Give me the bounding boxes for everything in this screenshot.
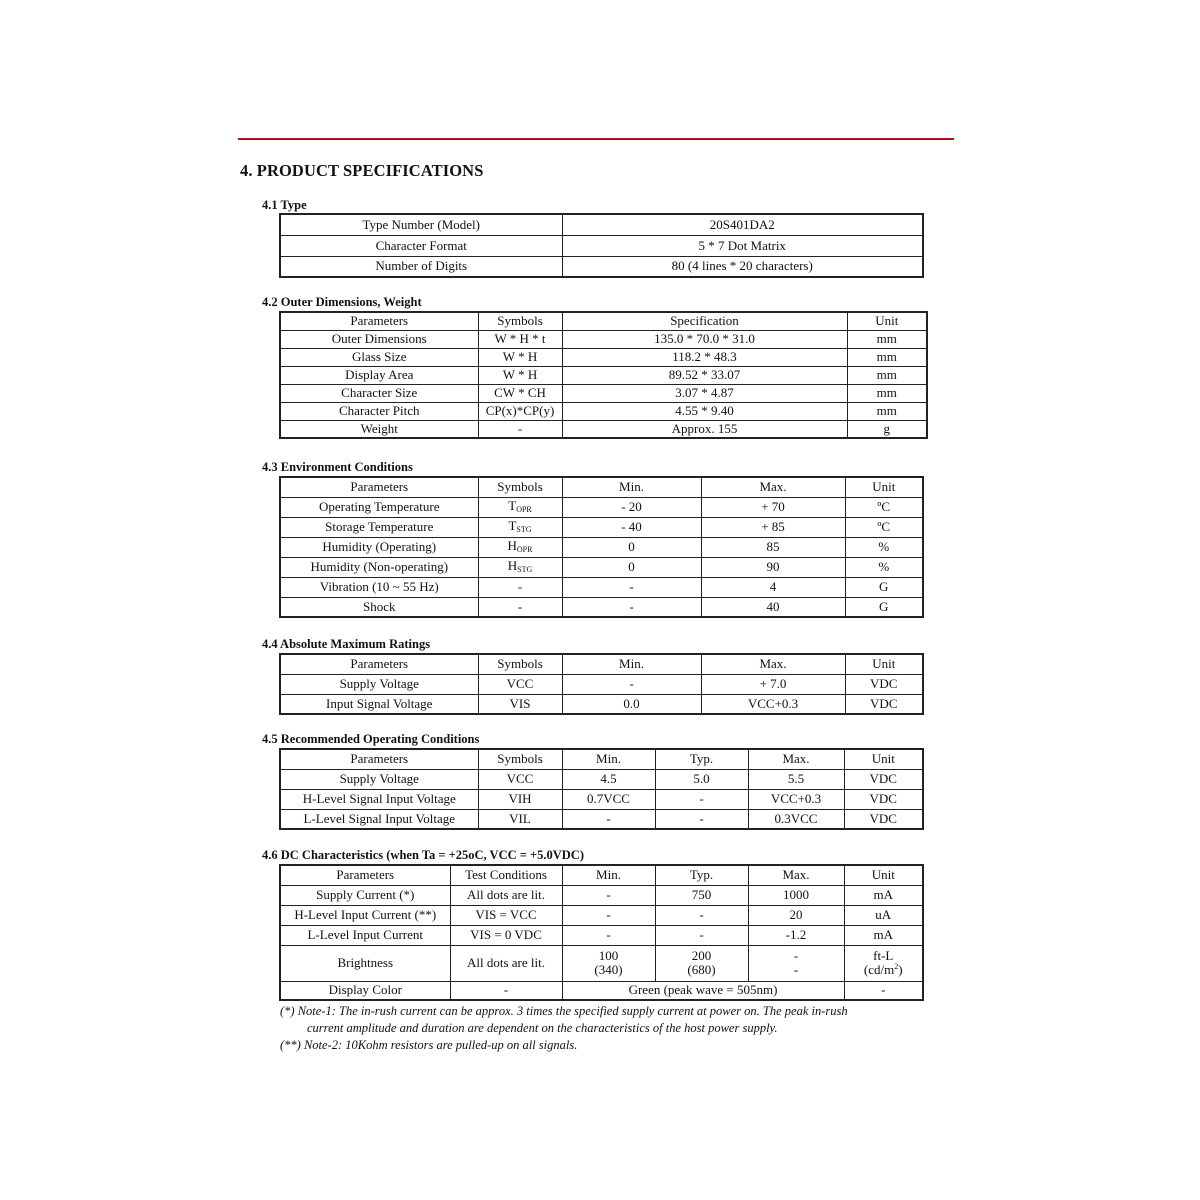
table-cell: VIS = VCC xyxy=(450,905,562,925)
table-cell: Glass Size xyxy=(280,348,478,366)
type-table xyxy=(279,213,924,278)
note-2: (**) Note-2: 10Kohm resistors are pulled-up on all signals. xyxy=(280,1038,578,1052)
column-header: Max. xyxy=(748,865,844,885)
table-cell: - xyxy=(478,420,562,438)
brightness-typ: 200 (680) xyxy=(655,945,748,981)
table-cell: 750 xyxy=(655,885,748,905)
table-cell: VDC xyxy=(844,789,923,809)
table-cell: uA xyxy=(844,905,923,925)
table-cell: + 85 xyxy=(701,517,845,537)
column-header: Parameters xyxy=(280,477,478,497)
table-cell: All dots are lit. xyxy=(450,885,562,905)
table-cell: VCC+0.3 xyxy=(701,694,845,714)
column-header: Parameters xyxy=(280,865,450,885)
column-header: Symbols xyxy=(478,312,562,330)
symbol-cell: - xyxy=(478,597,562,617)
note-1-line-1: (*) Note-1: The in-rush current can be approx. 3 times the specified supply current at power on. The peak in-rush xyxy=(280,1004,848,1018)
table-cell: W * H xyxy=(478,366,562,384)
table-cell: VIS = 0 VDC xyxy=(450,925,562,945)
table-cell: VDC xyxy=(845,674,923,694)
type-cell: Type Number (Model) xyxy=(280,214,562,235)
table-cell: Humidity (Non-operating) xyxy=(280,557,478,577)
section-heading-dimensions: 4.2 Outer Dimensions, Weight xyxy=(262,295,422,309)
table-cell: L-Level Input Current xyxy=(280,925,450,945)
table-cell: mA xyxy=(844,925,923,945)
table-cell: - xyxy=(655,905,748,925)
table-cell: 0 xyxy=(562,557,701,577)
table-cell: 1000 xyxy=(748,885,844,905)
table-cell: 40 xyxy=(701,597,845,617)
table-cell: VDC xyxy=(844,809,923,829)
type-cell: Number of Digits xyxy=(280,256,562,277)
brightness-max: - - xyxy=(748,945,844,981)
symbol-cell: $H_{STG}$ xyxy=(478,557,562,577)
table-cell: W * H * t xyxy=(478,330,562,348)
symbol-cell: $H_{OPR}$ xyxy=(478,537,562,557)
column-header: Unit xyxy=(845,654,923,674)
table-cell: Supply Current (*) xyxy=(280,885,450,905)
table-cell: Input Signal Voltage xyxy=(280,694,478,714)
column-header: Unit xyxy=(844,865,923,885)
table-cell: mm xyxy=(847,402,927,420)
table-cell: 4.5 xyxy=(562,769,655,789)
table-cell: mm xyxy=(847,366,927,384)
absolute-max-table xyxy=(279,653,924,715)
table-cell: 5.5 xyxy=(748,769,844,789)
table-cell: - xyxy=(562,885,655,905)
display-color-value: Green (peak wave = 505nm) xyxy=(562,981,844,1000)
note-1-line-2: current amplitude and duration are dependent on the characteristics of the host power supply. xyxy=(307,1021,778,1035)
table-cell: 0 xyxy=(562,537,701,557)
table-cell: + 7.0 xyxy=(701,674,845,694)
table-cell: VIS xyxy=(478,694,562,714)
table-cell: Shock xyxy=(280,597,478,617)
table-cell: Approx. 155 xyxy=(562,420,847,438)
table-cell: - xyxy=(562,597,701,617)
table-cell: VCC xyxy=(478,769,562,789)
table-cell: 20 xyxy=(748,905,844,925)
table-cell: G xyxy=(845,577,923,597)
table-cell: Outer Dimensions xyxy=(280,330,478,348)
section-heading-type: 4.1 Type xyxy=(262,198,307,212)
table-cell: G xyxy=(845,597,923,617)
recommended-table xyxy=(279,748,924,830)
column-header: Symbols xyxy=(478,749,562,769)
table-cell: Supply Voltage xyxy=(280,674,478,694)
symbol-cell: - xyxy=(478,577,562,597)
notes xyxy=(280,1003,952,1054)
table-cell: + 70 xyxy=(701,497,845,517)
table-cell: VCC+0.3 xyxy=(748,789,844,809)
table-cell: 5.0 xyxy=(655,769,748,789)
table-cell: - xyxy=(562,809,655,829)
type-cell: Character Format xyxy=(280,235,562,256)
table-cell: 3.07 * 4.87 xyxy=(562,384,847,402)
table-cell: - xyxy=(562,925,655,945)
table-cell: mm xyxy=(847,384,927,402)
section-heading-environment: 4.3 Environment Conditions xyxy=(262,460,413,474)
section-heading-absolute-max: 4.4 Absolute Maximum Ratings xyxy=(262,637,431,651)
column-header: Unit xyxy=(845,477,923,497)
table-cell: Storage Temperature xyxy=(280,517,478,537)
table-cell: 135.0 * 70.0 * 31.0 xyxy=(562,330,847,348)
table-cell: -1.2 xyxy=(748,925,844,945)
table-cell: CP(x)*CP(y) xyxy=(478,402,562,420)
section-heading-recommended: 4.5 Recommended Operating Conditions xyxy=(262,732,480,746)
table-cell: Character Size xyxy=(280,384,478,402)
type-cell: 20S401DA2 xyxy=(562,214,923,235)
column-header: Unit xyxy=(844,749,923,769)
brightness-min: 100 (340) xyxy=(562,945,655,981)
table-cell: Character Pitch xyxy=(280,402,478,420)
type-cell: 5 * 7 Dot Matrix xyxy=(562,235,923,256)
column-header: Unit xyxy=(847,312,927,330)
table-cell: 85 xyxy=(701,537,845,557)
table-cell: Display Area xyxy=(280,366,478,384)
table-cell: VIH xyxy=(478,789,562,809)
table-cell: 90 xyxy=(701,557,845,577)
dc-table xyxy=(279,864,924,1001)
table-cell: VIL xyxy=(478,809,562,829)
table-cell: H-Level Signal Input Voltage xyxy=(280,789,478,809)
table-cell: VDC xyxy=(845,694,923,714)
table-cell: - xyxy=(562,905,655,925)
table-cell: VDC xyxy=(844,769,923,789)
column-header: Test Conditions xyxy=(450,865,562,885)
header-rule xyxy=(238,138,954,140)
table-cell: - 40 xyxy=(562,517,701,537)
table-cell: ºC xyxy=(845,497,923,517)
column-header: Min. xyxy=(562,477,701,497)
table-cell: Supply Voltage xyxy=(280,769,478,789)
column-header: Specification xyxy=(562,312,847,330)
table-cell: - xyxy=(562,674,701,694)
table-cell: - xyxy=(655,809,748,829)
display-color-condition: - xyxy=(450,981,562,1000)
table-cell: 0.3VCC xyxy=(748,809,844,829)
column-header: Max. xyxy=(748,749,844,769)
table-cell: mA xyxy=(844,885,923,905)
table-cell: 89.52 * 33.07 xyxy=(562,366,847,384)
column-header: Min. xyxy=(562,865,655,885)
table-cell: W * H xyxy=(478,348,562,366)
column-header: Min. xyxy=(562,654,701,674)
table-cell: 4 xyxy=(701,577,845,597)
column-header: Max. xyxy=(701,477,845,497)
brightness-condition: All dots are lit. xyxy=(450,945,562,981)
table-cell: - xyxy=(655,925,748,945)
table-cell: - xyxy=(562,577,701,597)
table-cell: % xyxy=(845,537,923,557)
column-header: Typ. xyxy=(655,749,748,769)
section-heading-dc: 4.6 DC Characteristics (when Ta = +25oC, VCC = +5.0VDC) xyxy=(262,848,584,862)
column-header: Parameters xyxy=(280,654,478,674)
brightness-unit: ft-L $(cd/m^2)$ xyxy=(844,945,923,981)
table-cell: Weight xyxy=(280,420,478,438)
table-cell: ºC xyxy=(845,517,923,537)
table-cell: 0.7VCC xyxy=(562,789,655,809)
table-cell: - 20 xyxy=(562,497,701,517)
column-header: Parameters xyxy=(280,312,478,330)
display-color-unit: - xyxy=(844,981,923,1000)
table-cell: 0.0 xyxy=(562,694,701,714)
column-header: Parameters xyxy=(280,749,478,769)
symbol-cell: $T_{OPR}$ xyxy=(478,497,562,517)
table-cell: % xyxy=(845,557,923,577)
column-header: Min. xyxy=(562,749,655,769)
column-header: Symbols xyxy=(478,654,562,674)
table-cell: VCC xyxy=(478,674,562,694)
brightness-label: Brightness xyxy=(280,945,450,981)
table-cell: - xyxy=(655,789,748,809)
dimensions-table xyxy=(279,311,928,439)
symbol-cell: $T_{STG}$ xyxy=(478,517,562,537)
column-header: Symbols xyxy=(478,477,562,497)
table-cell: g xyxy=(847,420,927,438)
column-header: Max. xyxy=(701,654,845,674)
table-cell: mm xyxy=(847,348,927,366)
page-title: 4. PRODUCT SPECIFICATIONS xyxy=(240,161,484,180)
table-cell: Operating Temperature xyxy=(280,497,478,517)
table-cell: 118.2 * 48.3 xyxy=(562,348,847,366)
table-cell: L-Level Signal Input Voltage xyxy=(280,809,478,829)
type-cell: 80 (4 lines * 20 characters) xyxy=(562,256,923,277)
table-cell: Humidity (Operating) xyxy=(280,537,478,557)
display-color-label: Display Color xyxy=(280,981,450,1000)
table-cell: 4.55 * 9.40 xyxy=(562,402,847,420)
table-cell: CW * CH xyxy=(478,384,562,402)
table-cell: H-Level Input Current (**) xyxy=(280,905,450,925)
column-header: Typ. xyxy=(655,865,748,885)
table-cell: mm xyxy=(847,330,927,348)
environment-table xyxy=(279,476,924,618)
table-cell: Vibration (10 ~ 55 Hz) xyxy=(280,577,478,597)
